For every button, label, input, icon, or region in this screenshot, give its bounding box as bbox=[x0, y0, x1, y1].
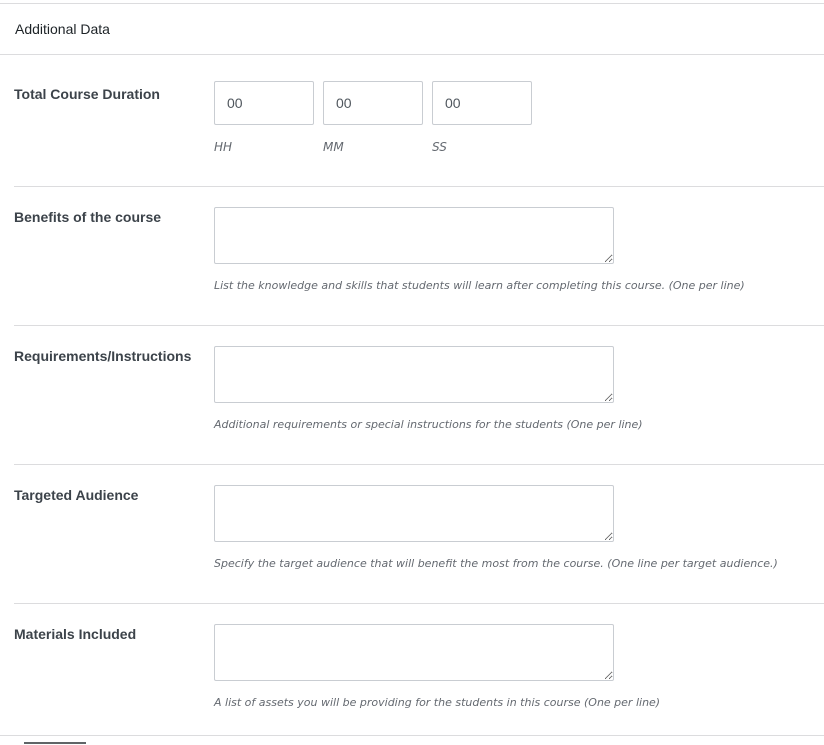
duration-seconds-caption: SS bbox=[432, 140, 447, 154]
duration-hours-input[interactable] bbox=[214, 81, 314, 125]
audience-textarea[interactable] bbox=[214, 485, 614, 542]
audience-label: Targeted Audience bbox=[14, 487, 139, 503]
requirements-textarea[interactable] bbox=[214, 346, 614, 403]
panel-header[interactable] bbox=[0, 4, 824, 55]
benefits-label: Benefits of the course bbox=[14, 209, 162, 225]
materials-hint: A list of assets you will be providing for the students in this course (One per line) bbox=[214, 696, 661, 709]
benefits-row bbox=[14, 187, 824, 326]
requirements-row bbox=[14, 326, 824, 465]
course-duration-label: Total Course Duration bbox=[14, 86, 160, 102]
duration-minutes-input[interactable] bbox=[323, 81, 423, 125]
benefits-hint: List the knowledge and skills that students will learn after completing this course. (One per line) bbox=[214, 279, 745, 292]
additional-data-panel bbox=[0, 3, 824, 743]
audience-row bbox=[14, 465, 824, 604]
duration-hours-caption: HH bbox=[214, 140, 233, 154]
requirements-label: Requirements/Instructions bbox=[14, 348, 192, 364]
benefits-textarea[interactable] bbox=[214, 207, 614, 264]
audience-hint: Specify the target audience that will benefit the most from the course. (One line per target audience.) bbox=[214, 557, 778, 570]
duration-seconds-input[interactable] bbox=[432, 81, 532, 125]
materials-textarea[interactable] bbox=[214, 624, 614, 681]
course-duration-row bbox=[14, 56, 824, 187]
materials-label: Materials Included bbox=[14, 626, 137, 642]
materials-row bbox=[0, 604, 824, 736]
next-section-header-cutoff bbox=[24, 740, 94, 745]
requirements-hint: Additional requirements or special instructions for the students (One per line) bbox=[214, 418, 643, 431]
panel-title: Additional Data bbox=[15, 21, 110, 37]
duration-minutes-caption: MM bbox=[323, 140, 344, 154]
